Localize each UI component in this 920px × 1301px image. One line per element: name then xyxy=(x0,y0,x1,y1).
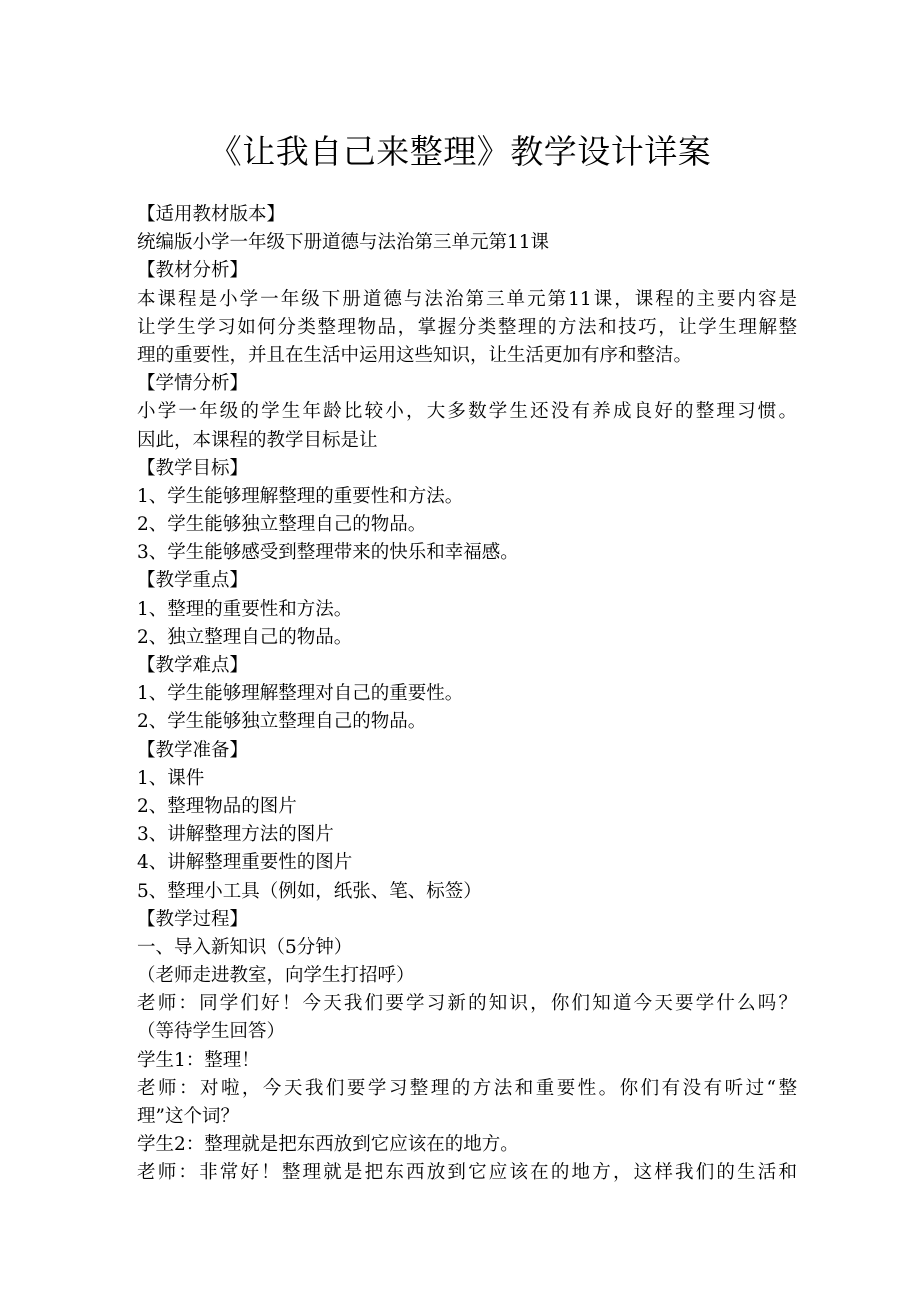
list-item: 2、学生能够独立整理自己的物品。 xyxy=(137,711,427,733)
section-heading-difficulties: 【教学难点】 xyxy=(137,655,249,676)
paragraph-line: 小学一年级的学生年龄比较小，大多数学生还没有养成良好的整理习惯。 xyxy=(137,401,797,423)
list-item: 3、讲解整理方法的图片 xyxy=(137,824,334,846)
list-item: 3、学生能够感受到整理带来的快乐和幸福感。 xyxy=(137,542,519,564)
dialogue-line: 学生2：整理就是把东西放到它应该在的地方。 xyxy=(137,1134,519,1156)
section-heading-key-points: 【教学重点】 xyxy=(137,570,249,592)
document-body xyxy=(137,201,797,1188)
dialogue-line: 老师：同学们好！今天我们要学习新的知识，你们知道今天要学什么吗？ xyxy=(137,993,797,1015)
stage-direction: （老师走进教室，向学生打招呼） xyxy=(137,965,415,987)
dialogue-line: 老师：对啦，今天我们要学习整理的方法和重要性。你们有没有听过“整 xyxy=(137,1077,797,1099)
list-item: 1、课件 xyxy=(137,767,205,789)
section-heading-student-analysis: 【学情分析】 xyxy=(137,373,249,395)
list-item: 1、整理的重要性和方法。 xyxy=(137,598,353,620)
subsection-heading: 一、导入新知识（5分钟） xyxy=(137,936,353,958)
dialogue-line: 理”这个词？ xyxy=(137,1106,239,1127)
dialogue-line: 学生1：整理！ xyxy=(137,1049,260,1071)
paragraph-line: 让学生学习如何分类整理物品，掌握分类整理的方法和技巧，让学生理解整 xyxy=(137,316,797,338)
section-heading-edition: 【适用教材版本】 xyxy=(137,204,286,225)
stage-direction: （等待学生回答） xyxy=(137,1021,286,1043)
list-item: 5、整理小工具（例如，纸张、笔、标签） xyxy=(137,880,482,902)
list-item: 2、整理物品的图片 xyxy=(137,795,297,817)
paragraph-line: 因此，本课程的教学目标是让 xyxy=(137,429,378,451)
list-item: 1、学生能够理解整理对自己的重要性。 xyxy=(137,683,464,705)
list-item: 2、学生能够独立整理自己的物品。 xyxy=(137,514,427,536)
list-item: 1、学生能够理解整理的重要性和方法。 xyxy=(137,485,464,507)
list-item: 4、讲解整理重要性的图片 xyxy=(137,852,353,874)
list-item: 2、独立整理自己的物品。 xyxy=(137,626,353,648)
document-title: 《让我自己来整理》教学设计详案 xyxy=(208,132,712,171)
dialogue-line: 老师：非常好！整理就是把东西放到它应该在的地方，这样我们的生活和 xyxy=(137,1162,797,1184)
section-heading-process: 【教学过程】 xyxy=(137,908,249,930)
section-heading-material-analysis: 【教材分析】 xyxy=(137,260,249,282)
paragraph-line: 理的重要性，并且在生活中运用这些知识，让生活更加有序和整洁。 xyxy=(137,344,693,366)
section-heading-preparation: 【教学准备】 xyxy=(137,739,249,761)
paragraph-line: 本课程是小学一年级下册道德与法治第三单元第11课，课程的主要内容是 xyxy=(137,288,797,310)
paragraph-line: 统编版小学一年级下册道德与法治第三单元第11课 xyxy=(137,232,550,254)
section-heading-teaching-goals: 【教学目标】 xyxy=(137,457,249,479)
